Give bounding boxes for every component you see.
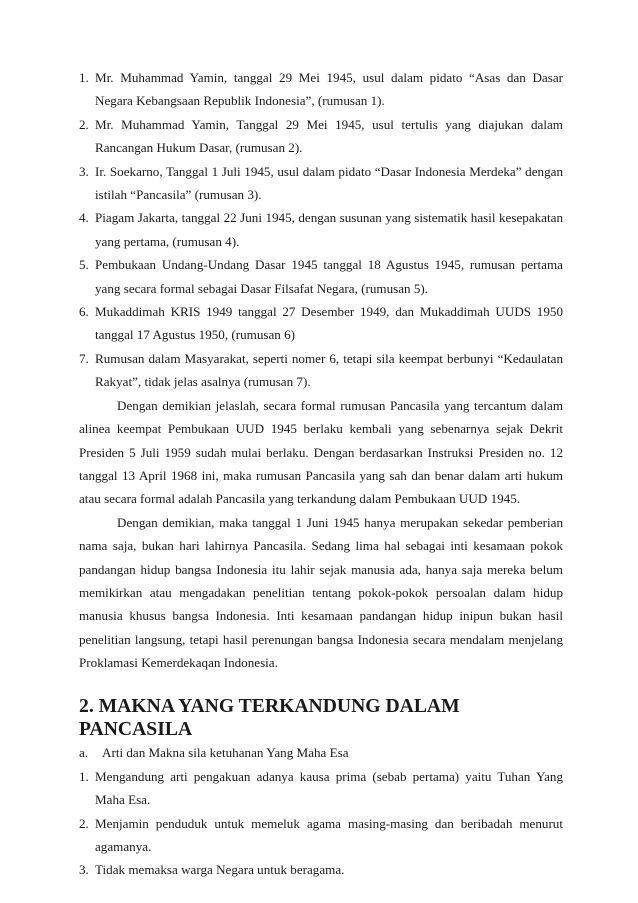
list-item xyxy=(79,347,563,394)
list-text: Ir. Soekarno, Tanggal 1 Juli 1945, usul dalam pidato “Dasar Indonesia Merdeka” dengan istilah “Pancasila” (rumusan 3). xyxy=(95,163,563,203)
list-item xyxy=(79,66,563,113)
makna-list xyxy=(79,765,563,882)
list-text: Mukaddimah KRIS 1949 tanggal 27 Desember 1949, dan Mukaddimah UUDS 1950 tanggal 17 Agustus 1950, (rumusan 6) xyxy=(95,304,563,343)
list-item xyxy=(79,113,563,160)
list-text: Mengandung arti pengakuan adanya kausa prima (sebab pertama) yaitu Tuhan Yang Maha Esa. xyxy=(95,768,563,808)
list-item xyxy=(79,253,563,300)
paragraph-lahir-pancasila: Dengan demikian, maka tanggal 1 Juni 1945 hanya merupakan sekedar pemberian nama saja, bukan hari lahirnya Pancasila. Sedang lima hal sebagai inti kesamaan pokok pandangan hidup bangsa Indonesia itu lahir sejak manusia ada, hanya saja mereka belum memikirkan atau mengadakan penelitian tentang pokok-pokok persoalan dalam hidup manusia khusus bangsa Indonesia. Inti kesamaan pandangan hidup inipun bukan hasil penelitian langsung, tetapi hasil perenungan bangsa Indonesia secara mendalam menjelang Proklamasi Kemerdekaqan Indonesia. xyxy=(79,514,563,671)
list-text: Menjamin penduduk untuk memeluk agama masing-masing dan beribadah menurut agamanya. xyxy=(95,815,563,854)
subsection-label: a. xyxy=(79,745,89,761)
list-number: 3. xyxy=(79,862,89,878)
list-number: 4. xyxy=(79,210,89,226)
section-heading: 2. MAKNA YANG TERKANDUNG DALAM PANCASILA xyxy=(79,694,460,740)
list-item xyxy=(79,160,563,207)
document-page xyxy=(79,66,563,882)
list-item xyxy=(79,206,563,253)
list-text: Piagam Jakarta, tanggal 22 Juni 1945, dengan susunan yang sistematik hasil kesepakatan yang pertama, (rumusan 4). xyxy=(95,210,563,249)
subsection-a xyxy=(79,741,563,764)
list-item xyxy=(79,765,563,812)
list-text: Pembukaan Undang-Undang Dasar 1945 tanggal 18 Agustus 1945, rumusan pertama yang secara formal sebagai Dasar Filsafat Negara, (rumusan 5). xyxy=(95,257,563,296)
paragraph-formal-rumusan: Dengan demikian jelaslah, secara formal rumusan Pancasila yang tercantum dalam alinea keempat Pembukaan UUD 1945 berlaku kembali yang sebenarnya sejak Dekrit Presiden 5 Juli 1959 sudah mulai berlaku. Dengan berdasarkan Instruksi Presiden no. 12 tanggal 13 April 1968 ini, maka rumusan Pancasila yang sah dan benar dalam arti hukum atau secara formal adalah Pancasila yang terkandung dalam Pembukaan UUD 1945. xyxy=(79,397,563,507)
list-text: Rumusan dalam Masyarakat, seperti nomer 6, tetapi sila keempat berbunyi “Kedaulatan Rakyat”, tidak jelas asalnya (rumusan 7). xyxy=(95,350,563,390)
list-number: 1. xyxy=(79,70,89,85)
list-number: 5. xyxy=(79,257,89,273)
list-number: 3. xyxy=(79,163,89,179)
list-item xyxy=(79,812,563,859)
rumusan-list xyxy=(79,66,563,394)
list-number: 2. xyxy=(79,815,89,831)
list-number: 2. xyxy=(79,116,89,132)
list-text: Mr. Muhammad Yamin, tanggal 29 Mei 1945, usul dalam pidato “Asas dan Dasar Negara Kebangsaan Republik Indonesia”, (rumusan 1). xyxy=(95,70,563,109)
list-number: 6. xyxy=(79,304,89,320)
list-item xyxy=(79,300,563,347)
list-number: 7. xyxy=(79,350,89,366)
subsection-title: Arti dan Makna sila ketuhanan Yang Maha Esa xyxy=(102,745,349,761)
list-text: Tidak memaksa warga Negara untuk beragama. xyxy=(95,862,345,878)
list-item xyxy=(79,858,563,881)
list-text: Mr. Muhammad Yamin, Tanggal 29 Mei 1945, usul tertulis yang diajukan dalam Rancangan Hukum Dasar, (rumusan 2). xyxy=(95,116,563,156)
list-number: 1. xyxy=(79,768,89,784)
